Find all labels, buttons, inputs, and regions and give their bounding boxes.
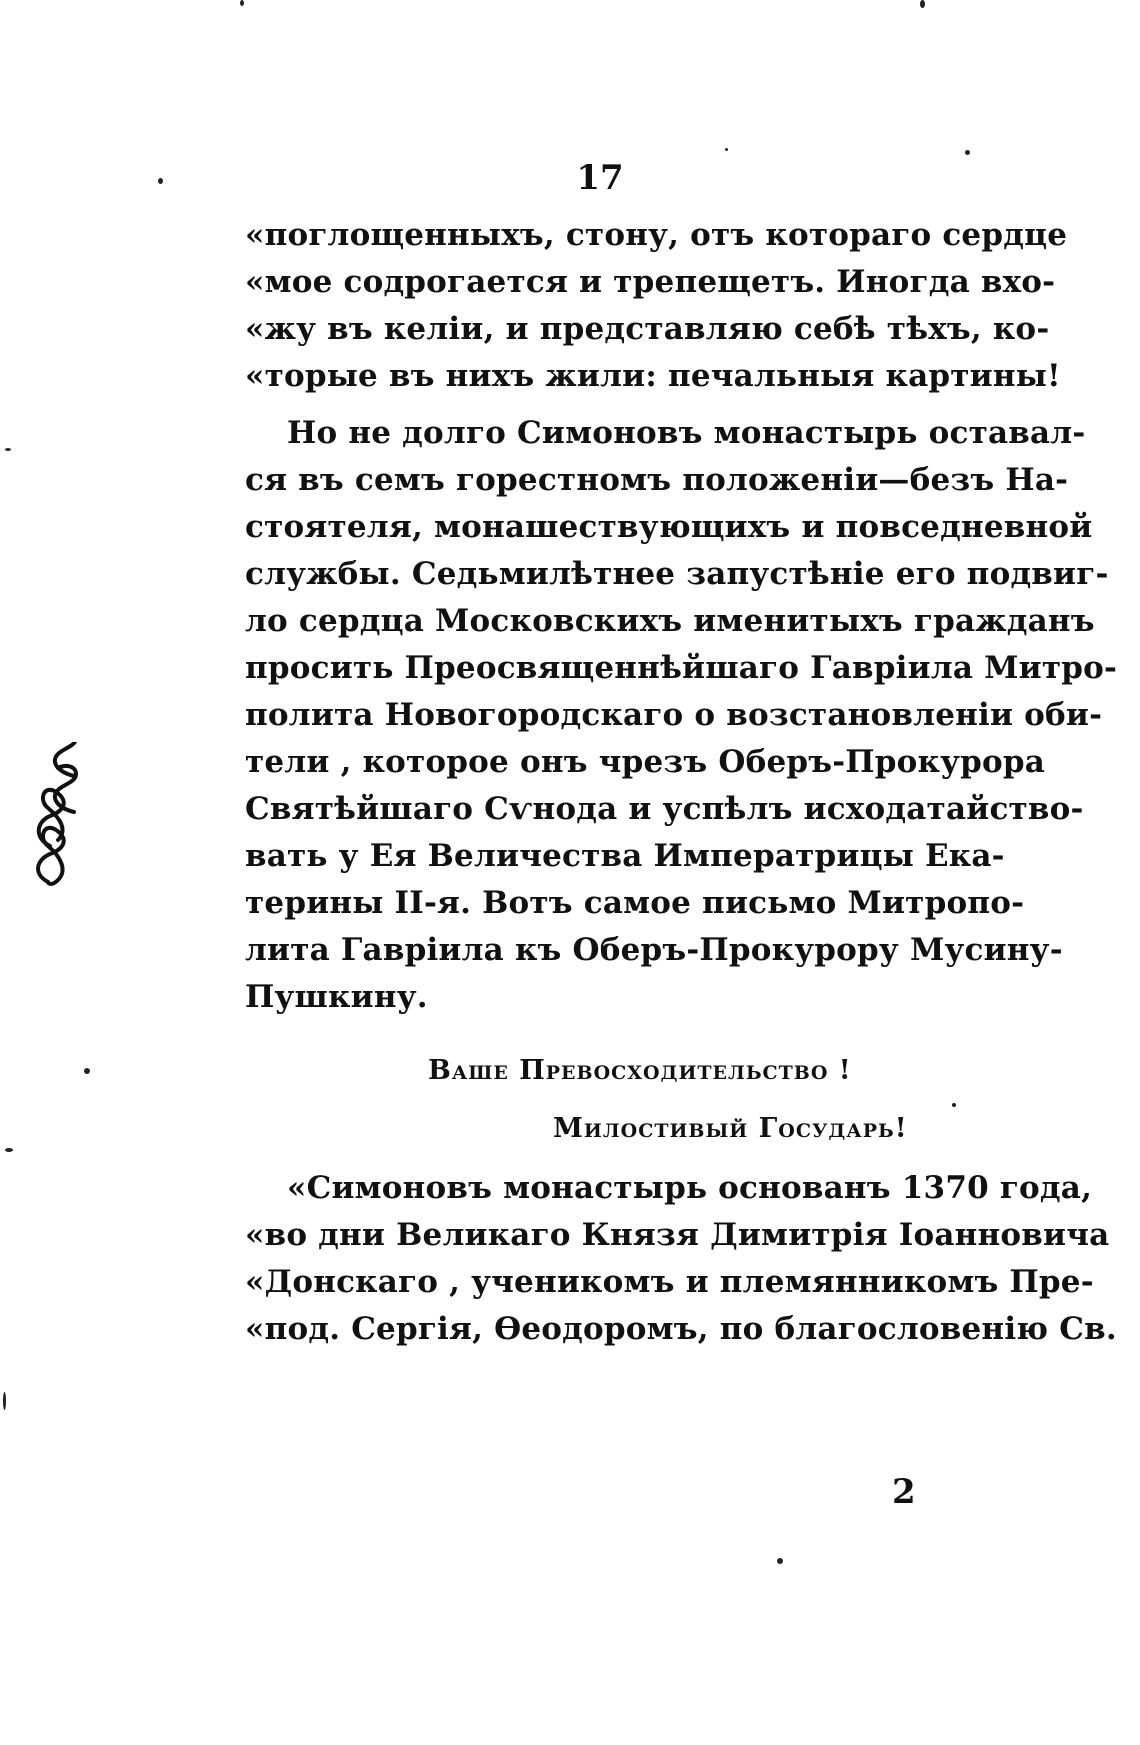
handwritten-margin-note	[28, 742, 88, 892]
scan-speck	[920, 0, 925, 8]
scan-speck	[725, 148, 728, 151]
scan-speck	[952, 1103, 956, 1107]
letter-line: «Донскаго , ученикомъ и племянникомъ Пре-	[245, 1264, 1094, 1300]
scan-speck	[84, 1068, 90, 1074]
scan-speck	[965, 150, 970, 155]
text-line: «жу въ келіи, и представляю себѣ тѣхъ, ко-	[245, 311, 1050, 347]
text-line: Пушкину.	[245, 979, 428, 1015]
text-line: просить Преосвященнѣйшаго Гавріила Митро-	[245, 650, 1118, 686]
salutation-line: Ваше Превосходительство !	[428, 1055, 852, 1086]
text-line: ло сердца Московскихъ именитыхъ гражданъ	[245, 603, 1095, 639]
text-line: полита Новогородскаго о возстановленіи оби-	[245, 697, 1103, 733]
text-line: стоятеля, монашествующихъ и повседневной	[245, 509, 1093, 545]
text-line: тели , которое онъ чрезъ Оберъ-Прокурора	[245, 744, 1046, 780]
text-line: терины II-я. Вотъ самое письмо Митропо-	[245, 885, 1025, 921]
scan-speck	[240, 0, 244, 6]
text-line: вать у Ея Величества Императрицы Ека-	[245, 838, 1005, 874]
text-line: «поглощенныхъ, стону, отъ котораго сердце	[245, 217, 1068, 253]
letter-line: «под. Сергія, Ѳеодоромъ, по благословенію Св.	[245, 1311, 1117, 1347]
text-line: лита Гавріила къ Оберъ-Прокурору Мусину-	[245, 932, 1063, 968]
text-line: ся въ семъ горестномъ положеніи—безъ На-	[245, 462, 1069, 498]
letter-line: «Симоновъ монастырь основанъ 1370 года,	[287, 1170, 1093, 1206]
scan-speck	[777, 1558, 783, 1564]
text-line: «торые въ нихъ жили: печальныя картины!	[245, 358, 1061, 394]
salutation-line: Милостивый Государь!	[553, 1113, 908, 1144]
scan-speck	[3, 1392, 6, 1410]
text-line: службы. Седьмилѣтнее запустѣніе его подвиг-	[245, 556, 1109, 592]
scan-speck	[158, 178, 163, 184]
text-line: «мое содрогается и трепещетъ. Иногда вхо-	[245, 264, 1056, 300]
scan-speck	[5, 448, 11, 451]
signature-mark: 2	[892, 1472, 916, 1512]
page-number: 17	[576, 158, 624, 198]
text-line: Святѣйшаго Сѵнода и успѣлъ исходатайство-	[245, 791, 1084, 827]
scan-speck	[5, 1148, 13, 1152]
text-line: Но не долго Симоновъ монастырь оставал-	[287, 415, 1086, 451]
letter-line: «во дни Великаго Князя Димитрія Іоанновича	[245, 1217, 1110, 1253]
